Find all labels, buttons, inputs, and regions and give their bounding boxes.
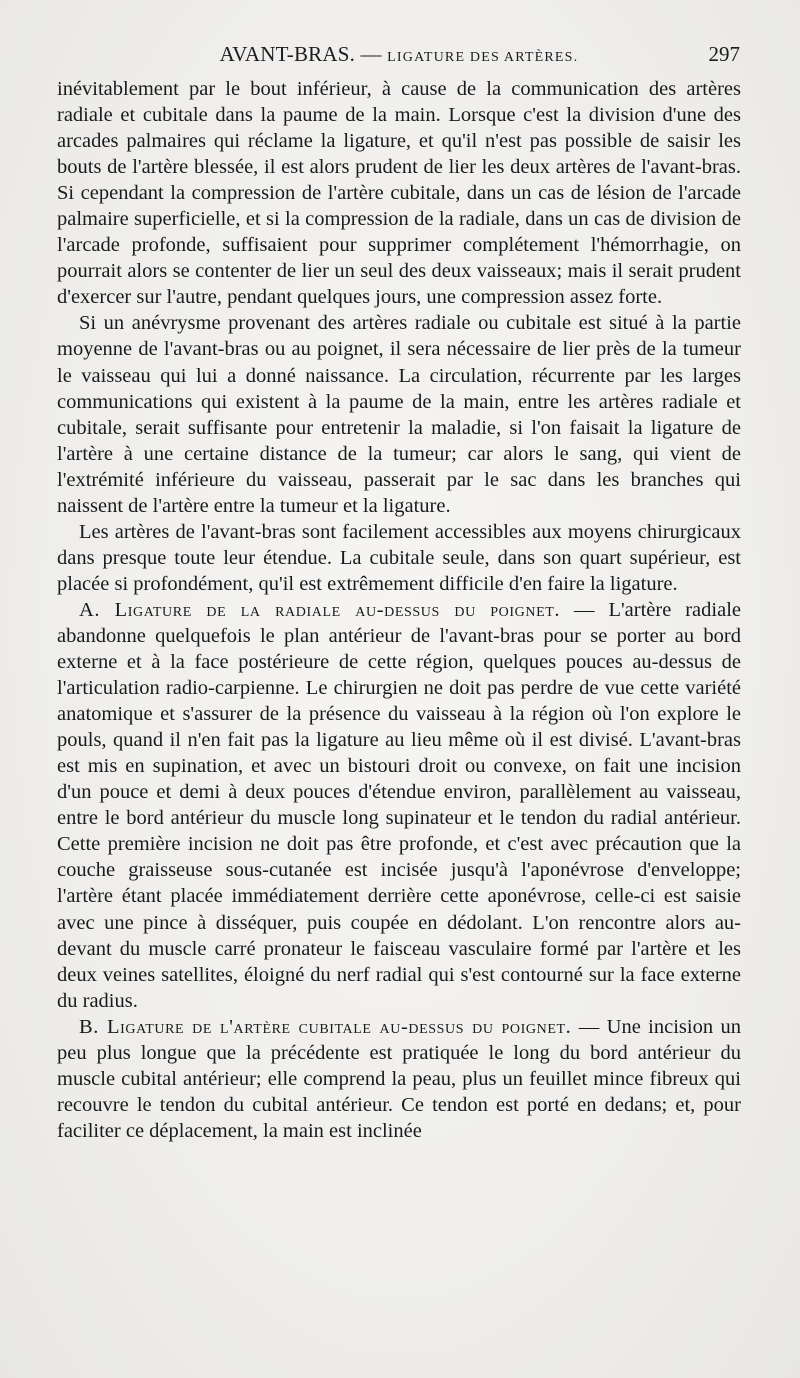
paragraph-2 — [57, 310, 741, 518]
running-header — [58, 42, 740, 70]
paragraph-text: — Une incision un peu plus longue que la précédente est pratiquée le long du bord antérieur du muscle cubital antérieur; elle comprend la peau, plus un feuillet mince fibreux qui recouvre le tendon du cubital antérieur. Ce tendon est porté en dedans; et, pour faciliter ce déplacement, la main est inclinée — [57, 1015, 741, 1142]
paragraph-5 — [57, 1014, 741, 1144]
running-title-sub: LIGATURE DES ARTÈRES. — [387, 50, 579, 65]
page-number: 297 — [708, 42, 740, 66]
paragraph-text: — L'artère radiale abandonne quelquefois le plan antérieur de l'avant-bras pour se porter au bord externe et à la face postérieure de cette région, quelques pouces au-dessus de l'articulation radio-carpienne. Le chirurgien ne doit pas perdre de vue cette variété anatomique et s'assurer de la présence du vaisseau à la région où l'on explore le pouls, quand il n'en fait pas la ligature au lieu même où il est divisé. L'avant-bras est mis en supination, et avec un bistouri droit ou convexe, on fait une incision d'un pouce et demi à deux pouces d'étendue environ, parallèlement au vaisseau, entre le bord antérieur du muscle long supinateur et le tendon du radial antérieur. Cette première incision ne doit pas être profonde, et c'est avec précaution que la couche graisseuse sous-cutanée est incisée jusqu'à l'aponévrose d'enveloppe; l'artère étant placée immédiatement derrière cette aponévrose, celle-ci est saisie avec une pince à disséquer, puis coupée en dédolant. L'on rencontre alors au-devant du muscle carré pronateur le faisceau vasculaire formé par l'artère et les deux veines satellites, éloigné du nerf radial qui s'est contourné sur la face externe du radius. — [57, 598, 741, 1012]
paragraph-3 — [57, 519, 741, 597]
section-heading-b: B. Ligature de l'artère cubitale au-dessus du poignet. — [79, 1015, 572, 1038]
paragraph-text: inévitablement par le bout inférieur, à cause de la communication des artères radiale et cubitale dans la paume de la main. Lorsque c'est la division d'une des arcades palmaires qui réclame la ligature, et qu'il n'est pas possible de saisir les bouts de l'artère blessée, il est alors prudent de lier les deux artères de l'avant-bras. Si cependant la compression de l'artère cubitale, dans un cas de lésion de l'arcade palmaire superficielle, et si la compression de la radiale, dans un cas de division de l'arcade profonde, suffisaient pour supprimer complétement l'hémorrhagie, on pourrait alors se contenter de lier un seul des deux vaisseaux; mais il serait prudent d'exercer sur l'autre, pendant quelques jours, une compression assez forte. — [57, 78, 741, 309]
running-title — [58, 42, 740, 67]
running-title-main: AVANT-BRAS. — [219, 42, 356, 66]
body-text — [57, 76, 741, 1144]
section-heading-a: A. Ligature de la radiale au-dessus du poignet. — [79, 598, 561, 621]
paragraph-1 — [57, 76, 741, 310]
paragraph-text: Si un anévrysme provenant des artères radiale ou cubitale est situé à la partie moyenne de l'avant-bras ou au poignet, il sera nécessaire de lier près de la tumeur le vaisseau qui lui a donné naissance. La circulation, récurrente par les larges communications qui existent à la paume de la main, entre les artères radiale et cubitale, serait suffisante pour entretenir la maladie, si l'on faisait la ligature de l'artère à une certaine distance de la tumeur; car alors le sang, qui vient de l'extrémité inférieure du vaisseau, passerait par le sac dans les branches qui naissent de l'artère entre la tumeur et la ligature. — [57, 312, 741, 517]
running-title-dash: — — [355, 42, 388, 66]
paragraph-4 — [57, 597, 741, 1014]
paragraph-text: Les artères de l'avant-bras sont facilement accessibles aux moyens chirurgicaux dans presque toute leur étendue. La cubitale seule, dans son quart supérieur, est placée si profondément, qu'il est extrêmement difficile d'en faire la ligature. — [57, 520, 741, 595]
